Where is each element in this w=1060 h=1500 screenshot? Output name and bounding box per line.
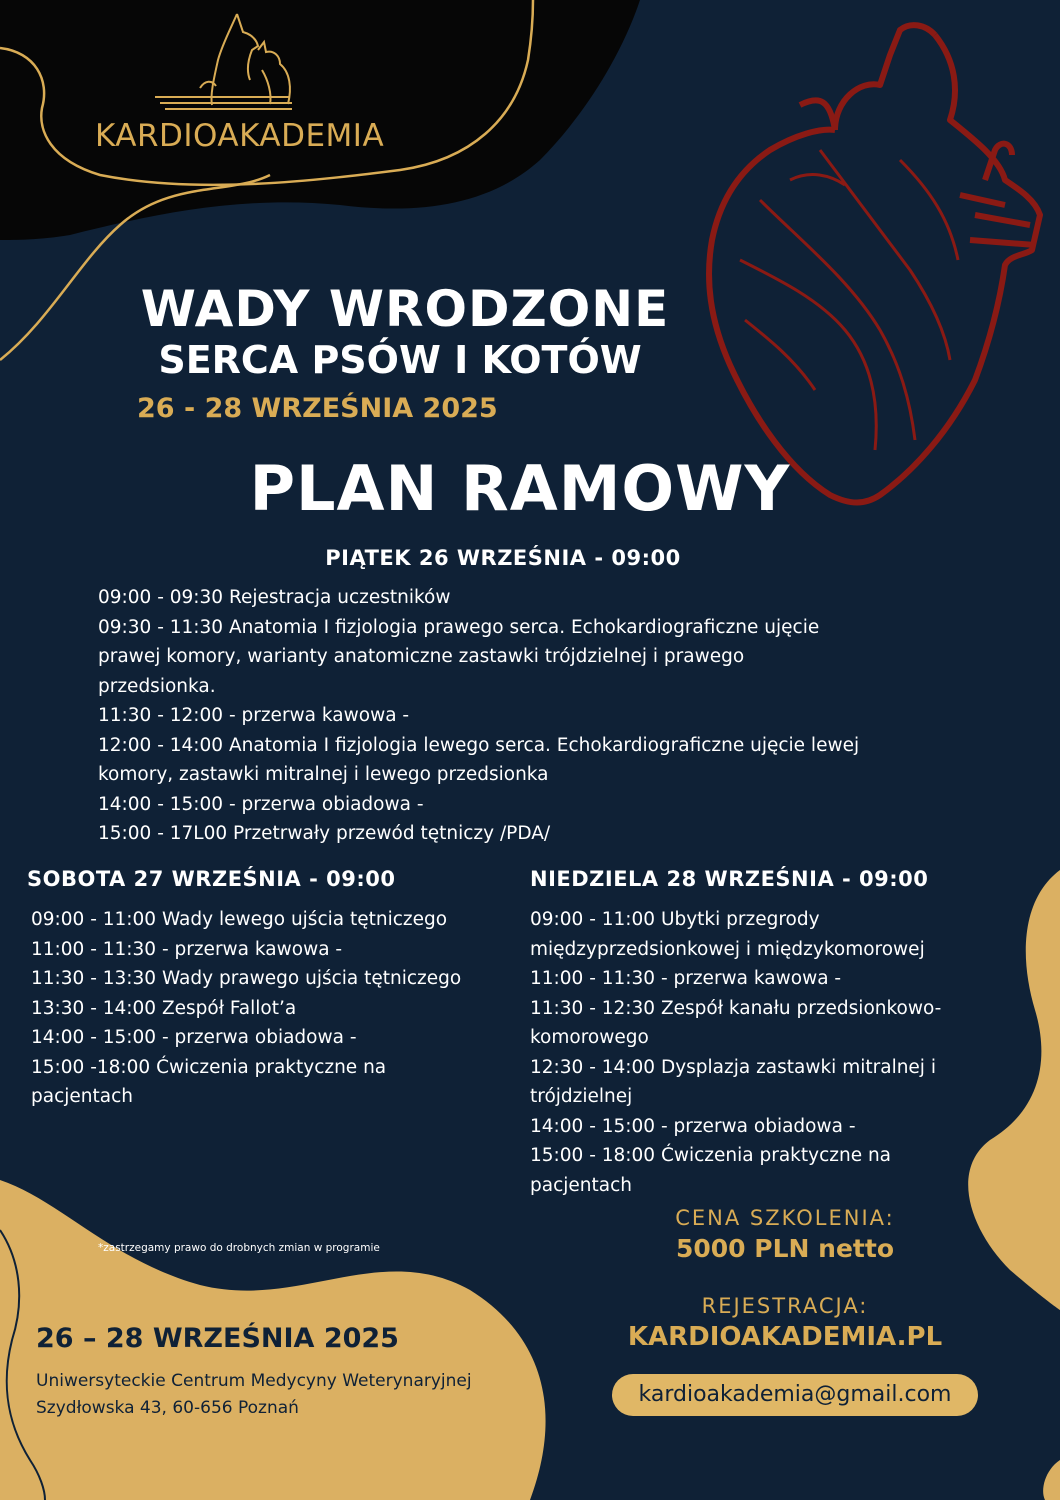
venue-name: Uniwersyteckie Centrum Medycyny Weterynaryjnej xyxy=(36,1371,472,1391)
list-item: 11:00 - 11:30 - przerwa kawowa - xyxy=(31,938,343,960)
list-item: prawej komory, warianty anatomiczne zastawki trójdzielnej i prawego xyxy=(98,646,745,667)
registration-site-link[interactable]: KARDIOAKADEMIA.PL xyxy=(627,1322,943,1352)
list-item: 09:30 - 11:30 Anatomia I fizjologia prawego serca. Echokardiograficzne ujęcie xyxy=(98,616,820,638)
list-item: 11:00 - 11:30 - przerwa kawowa - xyxy=(530,968,842,989)
list-item: komory, zastawki mitralnej i lewego przedsionka xyxy=(98,764,549,785)
price-label: CENA SZKOLENIA: xyxy=(675,1206,895,1230)
footnote: *zastrzegamy prawo do drobnych zmian w programie xyxy=(98,1242,380,1254)
list-item: 12:00 - 14:00 Anatomia I fizjologia lewego serca. Echokardiograficzne ujęcie lewej xyxy=(98,734,860,756)
list-item: 11:30 - 13:30 Wady prawego ujścia tętniczego xyxy=(31,968,462,989)
list-item: 11:30 - 12:00 - przerwa kawowa - xyxy=(98,705,410,726)
sunday-heading: NIEDZIELA 28 WRZEŚNIA - 09:00 xyxy=(530,867,929,891)
list-item: 09:00 - 09:30 Rejestracja uczestników xyxy=(98,587,451,608)
venue-date: 26 – 28 WRZEŚNIA 2025 xyxy=(36,1323,399,1354)
list-item: przedsionka. xyxy=(98,675,216,697)
gold-blob-right-lower xyxy=(1043,1460,1060,1500)
list-item: 14:00 - 15:00 - przerwa obiadowa - xyxy=(98,793,424,815)
price-value: 5000 PLN netto xyxy=(676,1234,894,1263)
venue-address: Szydłowska 43, 60-656 Poznań xyxy=(36,1398,299,1418)
registration-label: REJESTRACJA: xyxy=(701,1294,869,1318)
sunday-schedule xyxy=(530,905,1000,1200)
list-item: 14:00 - 15:00 - przerwa obiadowa - xyxy=(530,1115,856,1137)
list-item: międzyprzedsionkowej i międzykomorowej xyxy=(530,938,925,960)
list-item: 14:00 - 15:00 - przerwa obiadowa - xyxy=(31,1027,357,1048)
email-link[interactable]: kardioakademia@gmail.com xyxy=(612,1374,978,1416)
list-item: trójdzielnej xyxy=(530,1086,633,1107)
list-item: 15:00 - 17L00 Przetrwały przewód tętniczy /PDA/ xyxy=(98,823,551,844)
list-item: pacjentach xyxy=(530,1174,632,1196)
list-item: 09:00 - 11:00 Ubytki przegrody xyxy=(530,909,820,930)
list-item: 15:00 - 18:00 Ćwiczenia praktyczne na xyxy=(530,1145,892,1166)
plan-title: PLAN RAMOWY xyxy=(249,452,791,525)
list-item: komorowego xyxy=(530,1027,649,1048)
header-date: 26 - 28 WRZEŚNIA 2025 xyxy=(137,393,498,424)
list-item: pacjentach xyxy=(31,1086,133,1107)
list-item: 12:30 - 14:00 Dysplazja zastawki mitralnej i xyxy=(530,1056,936,1078)
friday-schedule xyxy=(98,583,998,849)
list-item: 11:30 - 12:30 Zespół kanału przedsionkowo- xyxy=(530,997,942,1019)
list-item: 15:00 -18:00 Ćwiczenia praktyczne na xyxy=(31,1056,387,1078)
heart-illustration-icon xyxy=(709,25,1040,502)
title-line-2: SERCA PSÓW I KOTÓW xyxy=(158,338,642,382)
list-item: 13:30 - 14:00 Zespół Fallot’a xyxy=(31,997,297,1019)
title-line-1: WADY WRODZONE xyxy=(140,280,670,338)
friday-heading: PIĄTEK 26 WRZEŚNIA - 09:00 xyxy=(325,546,681,570)
brand-name: KARDIOAKADEMIA xyxy=(95,118,385,154)
saturday-heading: SOBOTA 27 WRZEŚNIA - 09:00 xyxy=(27,867,396,891)
saturday-schedule xyxy=(31,905,521,1112)
list-item: 09:00 - 11:00 Wady lewego ujścia tętniczego xyxy=(31,909,448,930)
